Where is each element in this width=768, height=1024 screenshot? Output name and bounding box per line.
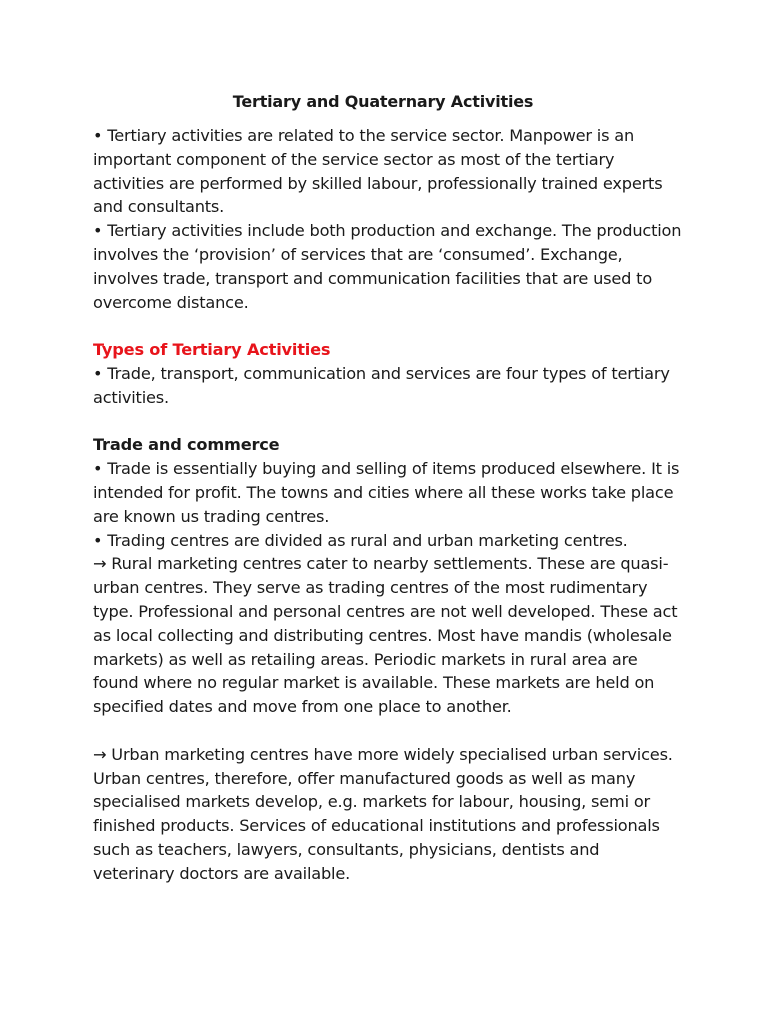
paragraph-spacer (93, 410, 683, 434)
paragraph-spacer (93, 314, 683, 338)
document-page (93, 91, 683, 886)
urban-marketing-paragraph: → Urban marketing centres have more widely specialised urban services. Urban centres, therefore, offer manufactured goods as well as many specialised markets develop, e.g. markets for labour, housing, semi or finished products. Services of educational institutions and professionals such as teachers, lawyers, consultants, physicians, dentists and veterinary doctors are available. (93, 744, 673, 883)
types-paragraph-1: • Trade, transport, communication and services are four types of tertiary activities. (93, 363, 670, 407)
types-section-heading: Types of Tertiary Activities (93, 340, 331, 360)
rural-marketing-paragraph: → Rural marketing centres cater to nearby settlements. These are quasi-urban centres. They serve as trading centres of the most rudimentary type. Professional and personal centres are not well developed. These act as local collecting and distributing centres. Most have mandis (wholesale markets) as well as retailing areas. Periodic markets in rural area are found where no regular market is available. These markets are held on specified dates and move from one place to another. (93, 554, 678, 717)
trade-paragraph-1: • Trade is essentially buying and selling of items produced elsewhere. It is intended for profit. The towns and cities where all these works take place are known us trading centres. (93, 459, 680, 526)
trade-section-heading: Trade and commerce (93, 435, 280, 455)
document-title: Tertiary and Quaternary Activities (232, 92, 534, 111)
paragraph-spacer (93, 719, 683, 743)
intro-paragraph-1: • Tertiary activities are related to the service sector. Manpower is an important component of the service sector as most of the tertiary activities are performed by skilled labour, professionally trained experts and consultants. (93, 126, 663, 217)
intro-paragraph-2: • Tertiary activities include both production and exchange. The production involves the ‘provision’ of services that are ‘consumed’. Exchange, involves trade, transport and communication facilities that are used to overcome distance. (93, 221, 682, 312)
trade-paragraph-2: • Trading centres are divided as rural and urban marketing centres. (93, 530, 628, 550)
